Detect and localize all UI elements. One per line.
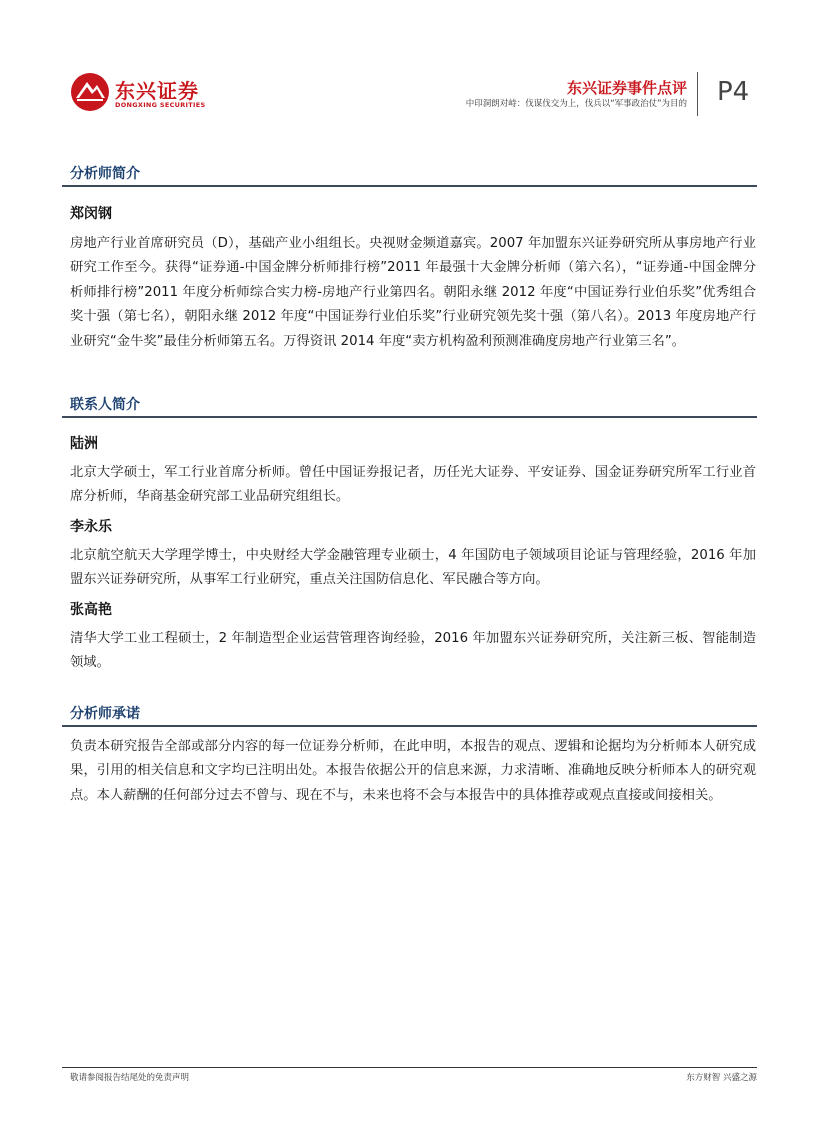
section-title-commitment: 分析师承诺 <box>70 706 140 722</box>
contact-name: 陆洲 <box>70 436 98 452</box>
contact-name: 李永乐 <box>70 519 112 535</box>
analyst-bio: 房地产行业首席研究员（D），基础产业小组组长。央视财金频道嘉宾。2007 年加盟东兴证券研究所从事房地产行业研究工作至今。获得“证券通-中国金牌分析师排行榜”2011 年最强十大金牌分析师（第六名），“证券通-中国金牌分析师排行榜”2011 年度分析师综合实力榜-房地产行业第四名。朝阳永继 2012 年度“中国证券行业伯乐奖”优秀组合奖十强（第七名），朝阳永继 2012 年度“中国证券行业伯乐奖”行业研究领先奖十强（第八名）。2013 年度房地产行业研究“金牛奖”最佳分析师第五名。万得资讯 2014 年度“卖方机构盈利预测准确度房地产行业第三名”。 <box>70 236 756 349</box>
dongxing-logo-icon <box>70 72 110 112</box>
contact-bio: 北京大学硕士，军工行业首席分析师。曾任中国证券报记者，历任光大证券、平安证券、国金证券研究所军工行业首席分析师，华商基金研究部工业品研究组组长。 <box>70 465 756 505</box>
section-rule <box>62 416 757 418</box>
contact-name: 张高艳 <box>70 602 112 618</box>
commitment-text: 负责本研究报告全部或部分内容的每一位证券分析师，在此申明，本报告的观点、逻辑和论据均为分析师本人研究成果，引用的相关信息和文字均已注明出处。本报告依据公开的信息来源，力求清晰、准确地反映分析师本人的研究观点。本人薪酬的任何部分过去不曾与、现在不与，未来也将不会与本报告中的具体推荐或观点直接或间接相关。 <box>70 739 756 803</box>
contact-bio: 北京航空航天大学理学博士，中央财经大学金融管理专业硕士，4 年国防电子领域项目论证与管理经验，2016 年加盟东兴证券研究所，从事军工行业研究，重点关注国防信息化、军民融合等方向。 <box>70 548 756 588</box>
logo-text-cn: 东兴证券 <box>115 79 199 103</box>
page-number: P4 <box>717 77 750 107</box>
report-subtitle: 中印洞朗对峙：伐谋伐交为上，伐兵以“军事政治仗”为目的 <box>465 99 687 109</box>
company-logo <box>70 70 206 116</box>
report-type-title: 东兴证券事件点评 <box>566 79 687 97</box>
section-rule <box>62 185 757 187</box>
footer-rule <box>62 1067 757 1068</box>
footer-disclaimer-note: 敬请参阅报告结尾处的免责声明 <box>70 1073 190 1083</box>
contact-bio: 清华大学工业工程硕士，2 年制造型企业运营管理咨询经验，2016 年加盟东兴证券研究所，关注新三板、智能制造领域。 <box>70 631 756 671</box>
analyst-name: 郑闵钢 <box>70 206 112 222</box>
logo-text-en: DONGXING SECURITIES <box>115 101 206 109</box>
section-title-analyst: 分析师简介 <box>70 166 140 182</box>
section-rule <box>62 725 757 727</box>
footer-slogan: 东方财智 兴盛之源 <box>686 1073 757 1083</box>
section-title-contacts: 联系人简介 <box>70 397 140 413</box>
header-divider <box>697 72 698 116</box>
